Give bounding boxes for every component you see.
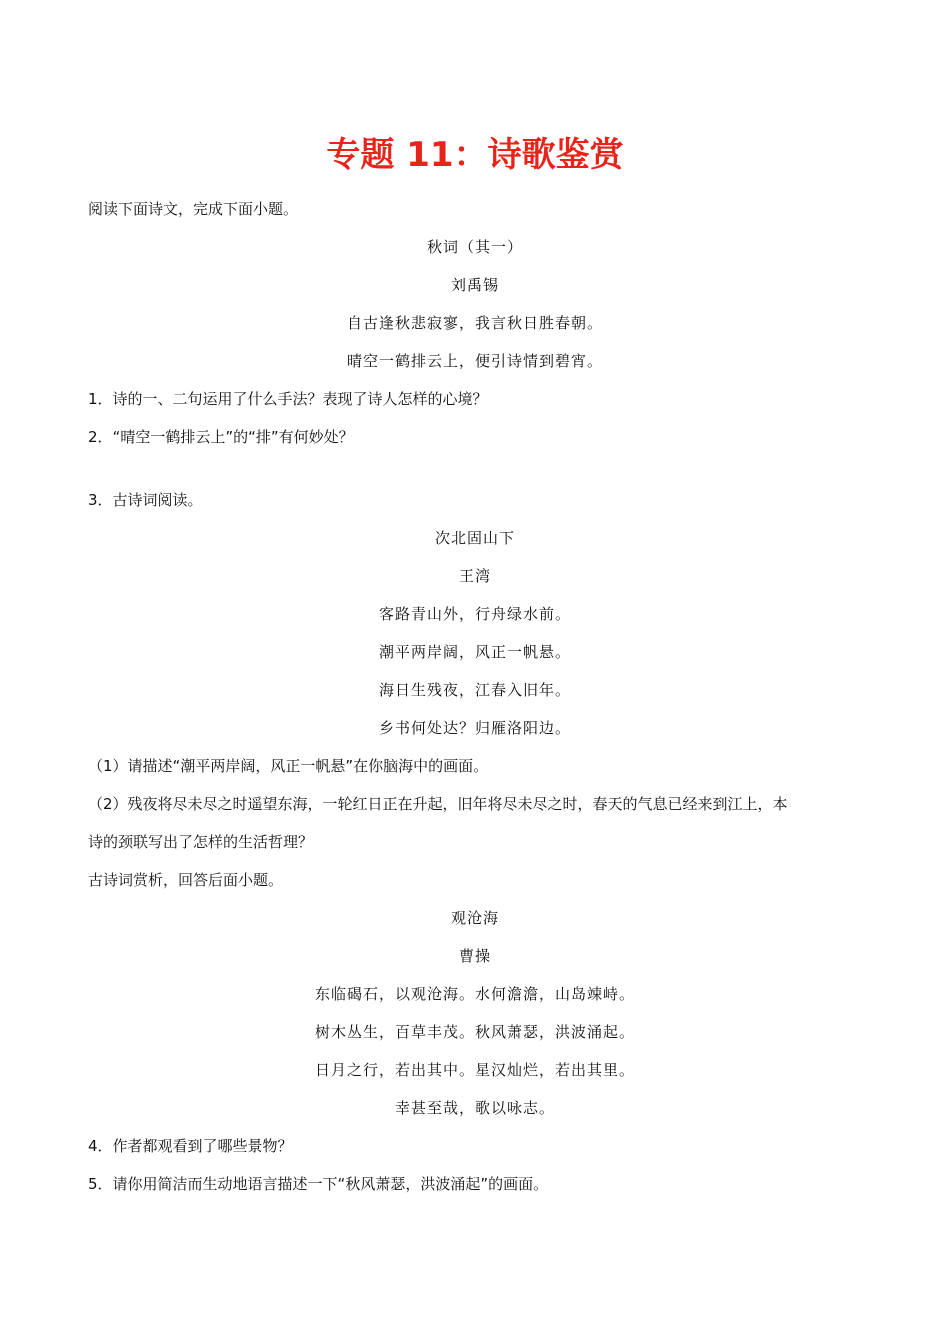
section3-intro: 古诗词赏析，回答后面小题。 [88,871,284,889]
poem2-line-4: 乡书何处达？归雁洛阳边。 [378,719,571,737]
poem2-title: 次北固山下 [434,529,515,547]
poem3-line-3: 日月之行，若出其中。星汉灿烂，若出其里。 [314,1061,635,1079]
poem3-line-2: 树木丛生，百草丰茂。秋风萧瑟，洪波涌起。 [314,1023,635,1041]
poem1-line-1: 自古逢秋悲寂寥，我言秋日胜春朝。 [346,314,603,332]
question-1: 1．诗的一、二句运用了什么手法？表现了诗人怎样的心境？ [88,390,488,408]
poem2-line-2: 潮平两岸阔，风正一帆悬。 [378,643,571,661]
poem1-title: 秋词（其一） [426,238,523,256]
section1-intro: 阅读下面诗文，完成下面小题。 [88,200,299,218]
poem1-author: 刘禹锡 [450,276,499,294]
sub-question-2: （2）残夜将尽未尽之时遥望东海，一轮红日正在升起，旧年将尽未尽之时，春天的气息已经来到江上，本 [88,795,788,813]
sub-question-1: （1）请描述“潮平两岸阔，风正一帆悬”在你脑海中的画面。 [88,757,489,775]
question-4: 4．作者都观看到了哪些景物？ [88,1137,293,1155]
poem3-title: 观沧海 [450,909,499,927]
question-5: 5．请你用简洁而生动地语言描述一下“秋风萧瑟，洪波涌起”的画面。 [88,1175,549,1193]
question-2: 2．“晴空一鹤排云上”的“排”有何妙处？ [88,428,354,446]
poem2-line-3: 海日生残夜，江春入旧年。 [378,681,571,699]
page-title: 专题 11：诗歌鉴赏 [326,135,624,175]
poem2-line-1: 客路青山外，行舟绿水前。 [378,605,571,623]
poem3-line-1: 东临碣石，以观沧海。水何澹澹，山岛竦峙。 [314,985,635,1003]
poem3-line-4: 幸甚至哉，歌以咏志。 [394,1099,555,1117]
question-3-intro: 3．古诗词阅读。 [88,491,203,509]
sub-question-2-cont: 诗的颈联写出了怎样的生活哲理？ [88,833,314,851]
poem1-line-2: 晴空一鹤排云上，便引诗情到碧宵。 [346,352,603,370]
poem3-author: 曹操 [458,947,491,965]
poem2-author: 王湾 [458,567,491,585]
